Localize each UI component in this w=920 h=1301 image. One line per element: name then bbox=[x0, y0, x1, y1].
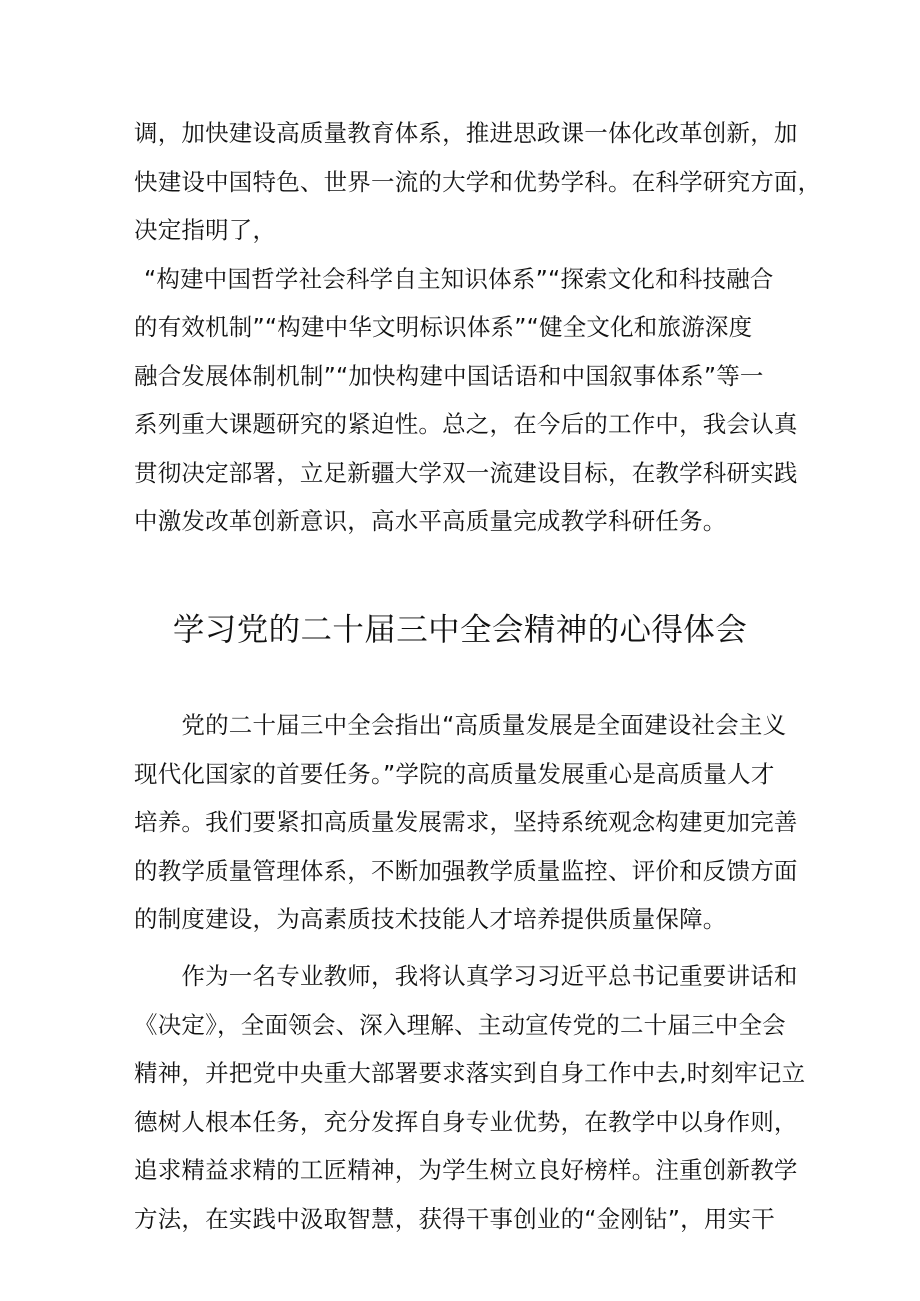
paragraph-top bbox=[134, 109, 822, 546]
paragraph-line: 现代化国家的首要任务。”学院的高质量发展重心是高质量人才 bbox=[134, 759, 775, 788]
paragraph-three bbox=[134, 952, 814, 1243]
paragraph-line: 追求精益求精的工匠精神，为学生树立良好榜样。注重创新教学 bbox=[134, 1156, 798, 1184]
paragraph-line: 融合发展体制机制”“加快构建中国话语和中国叙事体系”等一 bbox=[134, 361, 764, 390]
paragraph-line: 党的二十届三中全会指出“高质量发展是全面建设社会主义 bbox=[134, 711, 787, 739]
paragraph-line: 培养。我们要紧扣高质量发展需求，坚持系统观念构建更加完善 bbox=[134, 808, 798, 836]
paragraph-line: 决定指明了， bbox=[134, 216, 277, 244]
paragraph-line: 作为一名专业教师，我将认真学习习近平总书记重要讲话和 bbox=[134, 962, 798, 990]
paragraph-line: 方法，在实践中汲取智慧，获得干事创业的“金刚钻”，用实干 bbox=[134, 1204, 775, 1233]
paragraph-line: 的教学质量管理体系，不断加强教学质量监控、评价和反馈方面 bbox=[134, 856, 798, 885]
paragraph-line: 调，加快建设高质量教育体系，推进思政课一体化改革创新，加 bbox=[134, 119, 798, 147]
paragraph-line: “构建中国哲学社会科学自主知识体系”“探索文化和科技融合 bbox=[144, 264, 774, 293]
paragraph-line: 贯彻决定部署，立足新疆大学双一流建设目标，在教学科研实践 bbox=[134, 458, 798, 487]
paragraph-line: 中激发改革创新意识，高水平高质量完成教学科研任务。 bbox=[134, 507, 727, 535]
paragraph-line: 《决定》，全面领会、深入理解、主动宣传党的二十届三中全会 bbox=[134, 1010, 786, 1039]
section-title: 学习党的二十届三中全会精神的心得体会 bbox=[172, 612, 748, 648]
paragraph-two bbox=[134, 701, 814, 944]
paragraph-line: 快建设中国特色、世界一流的大学和优势学科。在科学研究方面， bbox=[134, 167, 822, 196]
paragraph-line: 精神，并把党中央重大部署要求落实到自身工作中去,时刻牢记立 bbox=[134, 1059, 806, 1087]
paragraph-line: 系列重大课题研究的紧迫性。总之，在今后的工作中，我会认真 bbox=[134, 410, 798, 438]
paragraph-line: 的有效机制”“构建中华文明标识体系”“健全文化和旅游深度 bbox=[134, 313, 753, 341]
paragraph-line: 德树人根本任务，充分发挥自身专业优势，在教学中以身作则， bbox=[134, 1107, 798, 1136]
paragraph-line: 的制度建设，为高素质技术技能人才培养提供质量保障。 bbox=[134, 905, 727, 933]
